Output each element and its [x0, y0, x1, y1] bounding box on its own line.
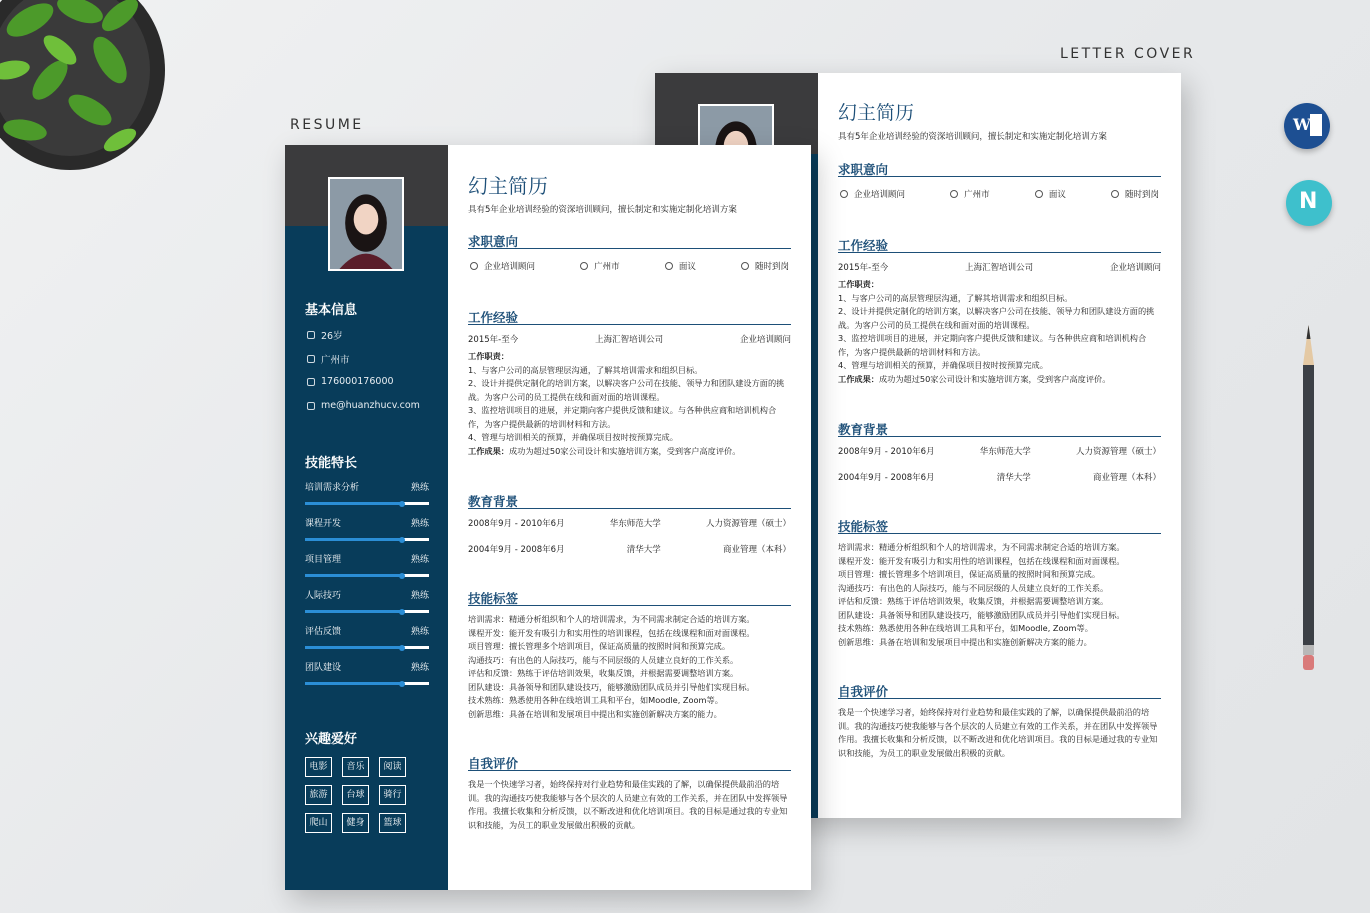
self-text: 我是一个快速学习者，始终保持对行业趋势和最佳实践的了解，以确保提供最前沿的培训。我的沟通技巧使我能够与各个层次的人员建立有效的工作关系，并在团队中发挥领导作用。我擅长收集和分析反馈，以不断改进和优化培训项目。我的目标是通过我的专业知识和技能，为员工的职业发展做出积极的贡献。: [468, 779, 788, 830]
skill-bar: [305, 502, 429, 505]
skill-bar-fill: [305, 574, 402, 577]
edu-row: 2004年9月 - 2008年6月 清华大学 商业管理（本科）: [468, 545, 791, 555]
hobby-tag: 台球: [342, 785, 369, 805]
section-work: 工作经验: [468, 307, 791, 325]
salary-icon: [665, 262, 673, 270]
skill-bar-knob: [399, 609, 405, 615]
mail-icon: [307, 402, 315, 410]
location-icon: [950, 190, 958, 198]
skill-bar-fill: [305, 502, 402, 505]
skill-bar: [305, 574, 429, 577]
skill-bar: [305, 682, 429, 685]
word-app-icon[interactable]: W: [1284, 103, 1330, 149]
hobby-tag: 电影: [305, 757, 332, 777]
section-intent: 求职意向: [468, 231, 791, 249]
skill-level: 熟练: [410, 663, 429, 673]
skill-bar-fill: [305, 610, 402, 613]
section-edu: 教育背景: [468, 491, 791, 509]
skill-name: 培训需求分析: [305, 483, 360, 493]
skills-heading: 技能特长: [305, 456, 358, 471]
letter-edu-row: 2008年9月 - 2010年6月 华东师范大学 人力资源管理（硕士）: [838, 447, 1161, 457]
skill-level: 熟练: [410, 555, 429, 565]
letter-section-intent: 求职意向: [838, 159, 1161, 177]
skill-bar-knob: [399, 501, 405, 507]
letter-tags-list: 培训需求：精通分析组织和个人的培训需求，为不同需求制定合适的培训方案。 课程开发：能开发有吸引力和实用性的培训课程，包括在线课程和面对面课程。 项目管理：擅长管理多个培训项目，保证高质量的按照时间和预算完成。 沟通技巧：有出色的人际技巧，能与不同层级的人员建立良好的工作关系。 评估和反馈：熟练于评估培训效果，收集反馈，并根据需要调整培训方案。 团队建设：具备领导和团队建设技巧，能够激励团队成员并引导他们实现目标。 技术熟练：熟悉使用各种在线培训工具和平台，如Moodle, Zoom等。 创新思维：具备在培训和发展项目中提出和实施创新解决方案的能力。: [838, 542, 1125, 647]
info-email: me@huanzhucv.com: [307, 400, 420, 411]
letter-name: 幻主简历: [838, 102, 915, 124]
resume-subtitle: 具有5年企业培训经验的资深培训顾问，擅长制定和实施定制化培训方案: [468, 205, 737, 215]
intent-row: 企业培训顾问 广州市 面议 随时到岗: [470, 260, 789, 272]
skill-item: [305, 516, 429, 541]
skill-bar-fill: [305, 646, 402, 649]
skill-bar: [305, 538, 429, 541]
clock-icon: [1111, 190, 1119, 198]
tags-list: 培训需求：精通分析组织和个人的培训需求，为不同需求制定合适的培训方案。 课程开发：能开发有吸引力和实用性的培训课程，包括在线课程和面对面课程。 项目管理：擅长管理多个培训项目，保证高质量的按照时间和预算完成。 沟通技巧：有出色的人际技巧，能与不同层级的人员建立良好的工作关系。 评估和反馈：熟练于评估培训效果，收集反馈，并根据需要调整培训方案。 团队建设：具备领导和团队建设技巧，能够激励团队成员并引导他们实现目标。 技术熟练：熟悉使用各种在线培训工具和平台，如Moodle, Zoom等。 创新思维：具备在培训和发展项目中提出和实施创新解决方案的能力。: [468, 614, 755, 719]
section-tags: 技能标签: [468, 588, 791, 606]
letter-cover-label: LETTER COVER: [1060, 46, 1196, 62]
skill-name: 项目管理: [305, 555, 342, 565]
info-city: 广州市: [307, 352, 350, 366]
hobbies-heading: 兴趣爱好: [305, 732, 358, 747]
skill-level: 熟练: [410, 519, 429, 529]
letter-subtitle: 具有5年企业培训经验的资深培训顾问，擅长制定和实施定制化培训方案: [838, 132, 1107, 142]
resume-name: 幻主简历: [468, 174, 548, 198]
resume-page: [285, 145, 811, 890]
user-icon: [470, 262, 478, 270]
skill-bar: [305, 646, 429, 649]
skill-bar-fill: [305, 682, 402, 685]
skill-name: 评估反馈: [305, 627, 342, 637]
letter-intent-row: 企业培训顾问 广州市 面议 随时到岗: [840, 188, 1159, 200]
phone-icon: [307, 378, 315, 386]
hobby-list: [305, 757, 406, 833]
user-icon: [840, 190, 848, 198]
skill-bar: [305, 610, 429, 613]
letter-section-self: 自我评价: [838, 681, 1161, 699]
letter-job-row: 2015年-至今 上海汇智培训公司 企业培训顾问: [838, 263, 1161, 273]
profile-photo: [328, 177, 404, 271]
letter-edu-row: 2004年9月 - 2008年6月 清华大学 商业管理（本科）: [838, 473, 1161, 483]
potted-plant-image: [0, 0, 170, 190]
letter-self-text: 我是一个快速学习者，始终保持对行业趋势和最佳实践的了解，以确保提供最前沿的培训。我的沟通技巧使我能够与各个层次的人员建立有效的工作关系，并在团队中发挥领导作用。我擅长收集和分析反馈，以不断改进和优化培训项目。我的目标是通过我的专业知识和技能，为员工的职业发展做出积极的贡献。: [838, 707, 1158, 758]
resume-sidebar: [285, 145, 448, 890]
letter-section-tags: 技能标签: [838, 516, 1161, 534]
letter-section-edu: 教育背景: [838, 419, 1161, 437]
user-icon: [307, 331, 315, 339]
skill-bar-fill: [305, 538, 402, 541]
skill-name: 课程开发: [305, 519, 342, 529]
skill-bar-knob: [399, 537, 405, 543]
work-details: 工作职责： 1、与客户公司的高层管理层沟通，了解其培训需求和组织目标。 2、设计并提供定制化的培训方案，以解决客户公司在技能、领导力和团队建设方面的挑战。为客户公司的员工提供在线和面对面的培训课程。 3、监控培训项目的进展，并定期向客户提供反馈和建议。与各种供应商和培训机构合作，为客户提供最新的培训材料和方法。 4、管理与培训相关的预算，并确保项目按时按预算完成。 工作成果：成功为超过50家公司设计和实施培训方案，受到客户高度评价。: [468, 351, 785, 456]
skill-item: [305, 588, 429, 613]
skill-level: 熟练: [410, 591, 429, 601]
skill-bar-knob: [399, 573, 405, 579]
letter-section-work: 工作经验: [838, 235, 1161, 253]
home-icon: [307, 355, 315, 363]
hobby-tag: 阅读: [379, 757, 406, 777]
salary-icon: [1035, 190, 1043, 198]
section-self: 自我评价: [468, 753, 791, 771]
skill-level: 熟练: [410, 627, 429, 637]
hobby-tag: 爬山: [305, 813, 332, 833]
notes-app-icon[interactable]: N: [1286, 180, 1332, 226]
hobby-tag: 健身: [342, 813, 369, 833]
resume-label: RESUME: [290, 117, 364, 133]
basic-info-heading: 基本信息: [305, 303, 358, 318]
edu-row: 2008年9月 - 2010年6月 华东师范大学 人力资源管理（硕士）: [468, 519, 791, 529]
letter-work-details: 工作职责： 1、与客户公司的高层管理层沟通，了解其培训需求和组织目标。 2、设计并提供定制化的培训方案，以解决客户公司在技能、领导力和团队建设方面的挑战。为客户公司的员工提供在线和面对面的培训课程。 3、监控培训项目的进展，并定期向客户提供反馈和建议。与各种供应商和培训机构合作，为客户提供最新的培训材料和方法。 4、管理与培训相关的预算，并确保项目按时按预算完成。 工作成果：成功为超过50家公司设计和实施培训方案，受到客户高度评价。: [838, 279, 1155, 384]
pencil-image: [1302, 325, 1315, 670]
job-row: 2015年-至今 上海汇智培训公司 企业培训顾问: [468, 335, 791, 345]
skill-item: [305, 552, 429, 577]
hobby-tag: 旅游: [305, 785, 332, 805]
clock-icon: [741, 262, 749, 270]
skill-bar-knob: [399, 645, 405, 651]
info-phone: 176000176000: [307, 376, 394, 387]
info-age: 26岁: [307, 328, 343, 342]
skill-item: [305, 480, 429, 505]
hobby-tag: 篮球: [379, 813, 406, 833]
hobby-tag: 骑行: [379, 785, 406, 805]
hobby-tag: 音乐: [342, 757, 369, 777]
skill-item: [305, 624, 429, 649]
location-icon: [580, 262, 588, 270]
skill-level: 熟练: [410, 483, 429, 493]
skill-bar-knob: [399, 681, 405, 687]
skill-item: [305, 660, 429, 685]
skill-name: 团队建设: [305, 663, 342, 673]
skill-name: 人际技巧: [305, 591, 342, 601]
